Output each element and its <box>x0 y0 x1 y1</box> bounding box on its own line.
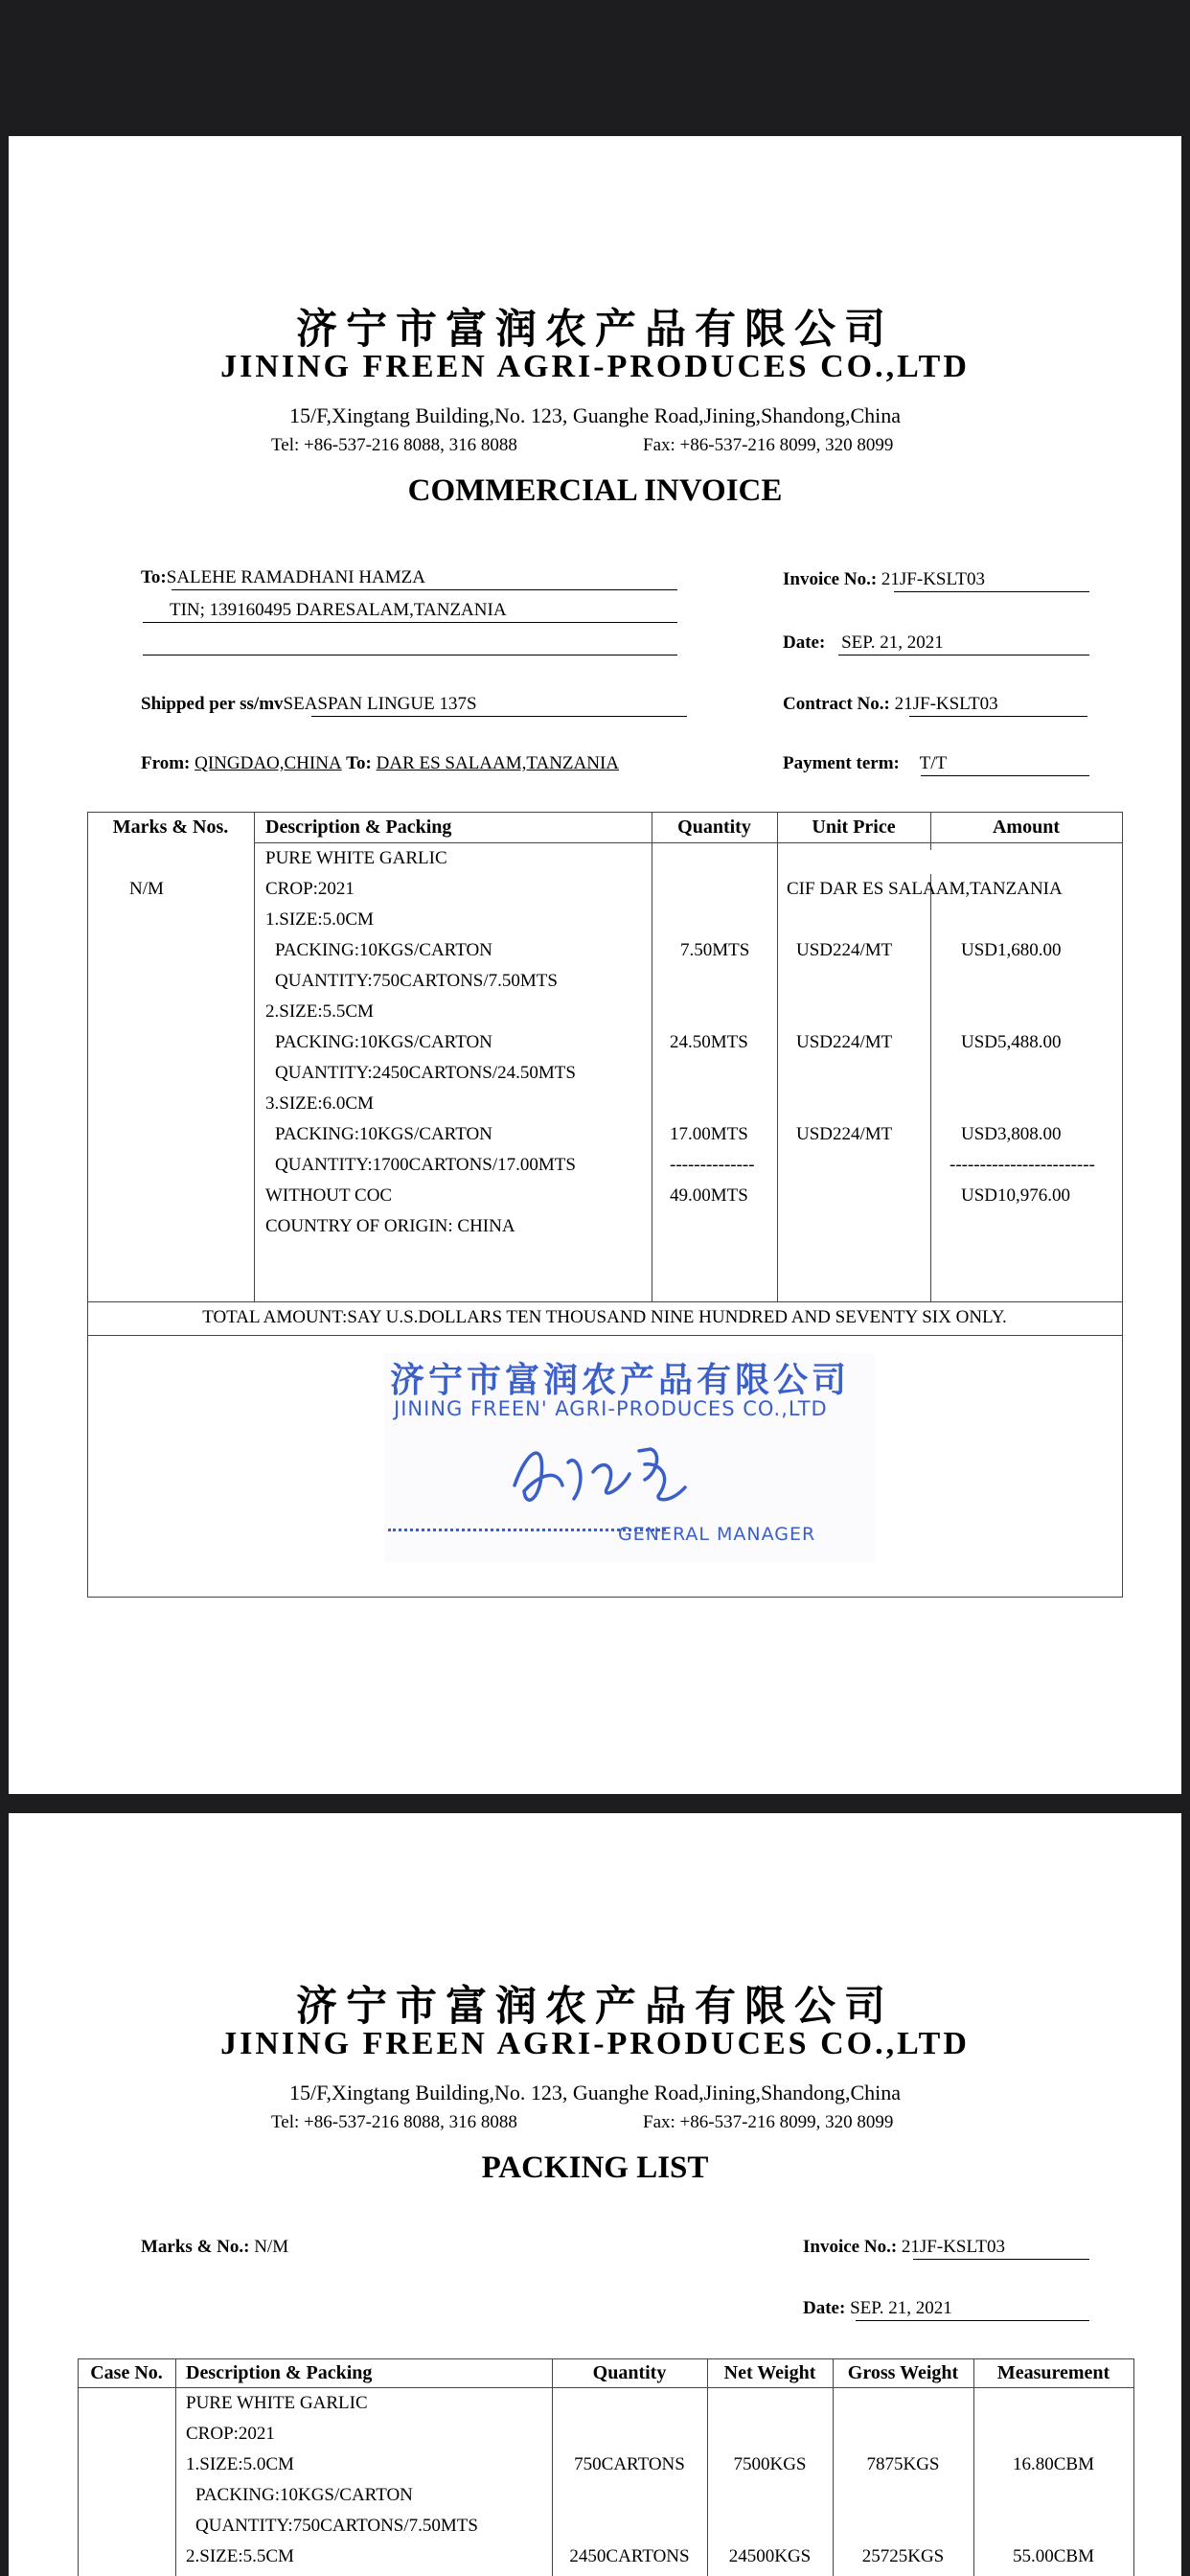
desc-line: PACKING:10KGS/CARTON <box>275 1032 492 1052</box>
shipped-field <box>141 694 477 715</box>
measurement-value: 16.80CBM <box>1013 2454 1094 2474</box>
contract-label: Contract No.: <box>783 694 890 714</box>
desc-line: PACKING:10KGS/CARTON <box>275 1124 492 1144</box>
company-address: 15/F,Xingtang Building,No. 123, Guanghe Road,Jining,Shandong,China <box>288 403 902 427</box>
desc-line: 1.SIZE:5.0CM <box>265 909 374 930</box>
desc-line: QUANTITY:750CARTONS/7.50MTS <box>195 2516 478 2536</box>
route-to-value: DAR ES SALAAM,TANZANIA <box>376 753 620 773</box>
desc-line: 3.SIZE:6.0CM <box>265 1093 374 1114</box>
col-quantity: Quantity <box>592 2362 667 2383</box>
tin-line: TIN; 139160495 DARESALAM,TANZANIA <box>170 600 507 620</box>
col-marks: Marks & Nos. <box>112 816 229 838</box>
net-weight-value: 7500KGS <box>733 2454 807 2474</box>
invoice-no-field <box>803 2237 1005 2258</box>
col-net-weight: Net Weight <box>723 2362 816 2383</box>
company-tel: Tel: +86-537-216 8088, 316 8088 <box>271 2112 517 2132</box>
from-value: QINGDAO,CHINA <box>195 753 342 773</box>
marks-label: Marks & No.: <box>141 2237 250 2257</box>
qty-value: 2450CARTONS <box>569 2546 690 2566</box>
total-amount: USD10,976.00 <box>961 1185 1071 1206</box>
marks-value: N/M <box>254 2237 289 2257</box>
col-description: Description & Packing <box>265 816 452 838</box>
qty-value: 24.50MTS <box>670 1032 748 1052</box>
invoice-no-field <box>783 569 985 590</box>
total-in-words: TOTAL AMOUNT:SAY U.S.DOLLARS TEN THOUSAND NINE HUNDRED AND SEVENTY SIX ONLY. <box>202 1307 1007 1327</box>
col-gross-weight: Gross Weight <box>847 2362 959 2383</box>
qty-value: 750CARTONS <box>574 2454 685 2474</box>
price-value: USD224/MT <box>796 1032 893 1052</box>
col-quantity: Quantity <box>677 816 751 838</box>
invoice-no-underline <box>894 591 1089 592</box>
payment-label: Payment term: <box>783 753 900 773</box>
company-name-en: JINING FREEN AGRI-PRODUCES CO.,LTD <box>220 349 970 384</box>
net-weight-value: 24500KGS <box>728 2546 812 2566</box>
seal-role: GENERAL MANAGER <box>618 1524 816 1545</box>
company-fax: Fax: +86-537-216 8099, 320 8099 <box>643 435 894 455</box>
col-unit-price: Unit Price <box>812 816 896 838</box>
seal-name-en: JINING FREEN' AGRI-PRODUCES CO.,LTD <box>394 1397 828 1420</box>
contract-underline <box>909 716 1087 717</box>
company-name-en: JINING FREEN AGRI-PRODUCES CO.,LTD <box>220 2026 970 2061</box>
payment-value: T/T <box>919 753 948 773</box>
col-case-no: Case No. <box>90 2362 163 2383</box>
desc-line: PACKING:10KGS/CARTON <box>275 940 492 960</box>
col-description: Description & Packing <box>186 2362 373 2383</box>
amount-value: USD5,488.00 <box>961 1032 1062 1052</box>
desc-line: PURE WHITE GARLIC <box>186 2393 368 2413</box>
from-label: From: <box>141 753 191 773</box>
cif-terms: CIF DAR ES SALAAM,TANZANIA <box>787 879 1063 899</box>
packing-list-page <box>9 1813 1181 2576</box>
date-label: Date: <box>803 2298 846 2318</box>
signature <box>507 1430 698 1521</box>
document-title: COMMERCIAL INVOICE <box>407 473 783 508</box>
date-value: SEP. 21, 2021 <box>850 2298 952 2318</box>
tin-underline <box>143 622 677 623</box>
amount-value: USD3,808.00 <box>961 1124 1062 1144</box>
qty-value: 7.50MTS <box>680 940 750 960</box>
invoice-page <box>9 136 1181 1794</box>
contract-field <box>783 694 998 715</box>
gross-weight-value: 25725KGS <box>861 2546 945 2566</box>
price-value: USD224/MT <box>796 1124 893 1144</box>
desc-line: PACKING:10KGS/CARTON <box>195 2485 413 2505</box>
desc-line: QUANTITY:750CARTONS/7.50MTS <box>275 971 558 991</box>
company-address: 15/F,Xingtang Building,No. 123, Guanghe Road,Jining,Shandong,China <box>288 2081 902 2104</box>
to-underline <box>172 589 677 590</box>
company-fax: Fax: +86-537-216 8099, 320 8099 <box>643 2112 894 2132</box>
blank-underline <box>143 655 677 656</box>
company-name-cn: 济宁市富润农产品有限公司 <box>296 306 894 354</box>
gross-weight-value: 7875KGS <box>866 2454 940 2474</box>
to-label: To: <box>141 567 167 587</box>
date-underline <box>838 655 1089 656</box>
qty-dashes: -------------- <box>670 1155 755 1175</box>
invoice-no-underline <box>913 2259 1089 2260</box>
document-title: PACKING LIST <box>481 2150 709 2185</box>
desc-line: CROP:2021 <box>186 2424 275 2444</box>
col-amount: Amount <box>992 816 1060 838</box>
measurement-value: 55.00CBM <box>1013 2546 1094 2566</box>
seal-name-cn: 济宁市富润农产品有限公司 <box>390 1360 851 1400</box>
desc-line: QUANTITY:1700CARTONS/17.00MTS <box>275 1155 576 1175</box>
contract-value: 21JF-KSLT03 <box>894 694 998 714</box>
shipped-underline <box>311 716 687 717</box>
shipped-value: SEASPAN LINGUE 137S <box>283 694 477 714</box>
desc-line: 1.SIZE:5.0CM <box>186 2454 294 2474</box>
marks-field <box>141 2237 288 2258</box>
desc-line: 2.SIZE:5.5CM <box>186 2546 294 2566</box>
date-value: SEP. 21, 2021 <box>841 632 944 653</box>
desc-line: QUANTITY:2450CARTONS/24.50MTS <box>275 1063 576 1083</box>
date-underline <box>856 2320 1089 2321</box>
to-field <box>141 567 425 588</box>
total-qty: 49.00MTS <box>670 1185 748 1206</box>
invoice-no-label: Invoice No.: <box>803 2237 898 2257</box>
amount-value: USD1,680.00 <box>961 940 1062 960</box>
company-tel: Tel: +86-537-216 8088, 316 8088 <box>271 435 517 455</box>
marks-value: N/M <box>129 879 164 899</box>
route-to-label: To: <box>346 753 372 773</box>
qty-value: 17.00MTS <box>670 1124 748 1144</box>
payment-field <box>783 753 947 774</box>
invoice-no-label: Invoice No.: <box>783 569 878 589</box>
date-field <box>783 632 944 654</box>
date-label: Date: <box>783 632 826 653</box>
col-measurement: Measurement <box>996 2362 1110 2383</box>
company-name-cn: 济宁市富润农产品有限公司 <box>296 1983 894 2031</box>
desc-line: PURE WHITE GARLIC <box>265 848 447 868</box>
date-field <box>803 2298 952 2319</box>
shipped-label: Shipped per ss/mv <box>141 694 284 714</box>
payment-underline <box>921 775 1089 776</box>
desc-line: COUNTRY OF ORIGIN: CHINA <box>265 1216 515 1236</box>
amount-dashes: ------------------------ <box>950 1155 1095 1175</box>
invoice-no-value: 21JF-KSLT03 <box>901 2237 1005 2257</box>
invoice-no-value: 21JF-KSLT03 <box>881 569 985 589</box>
price-value: USD224/MT <box>796 940 893 960</box>
desc-line: WITHOUT COC <box>265 1185 393 1206</box>
to-value: SALEHE RAMADHANI HAMZA <box>166 567 425 587</box>
desc-line: 2.SIZE:5.5CM <box>265 1001 374 1022</box>
route-field <box>141 753 619 774</box>
desc-line: CROP:2021 <box>265 879 355 899</box>
